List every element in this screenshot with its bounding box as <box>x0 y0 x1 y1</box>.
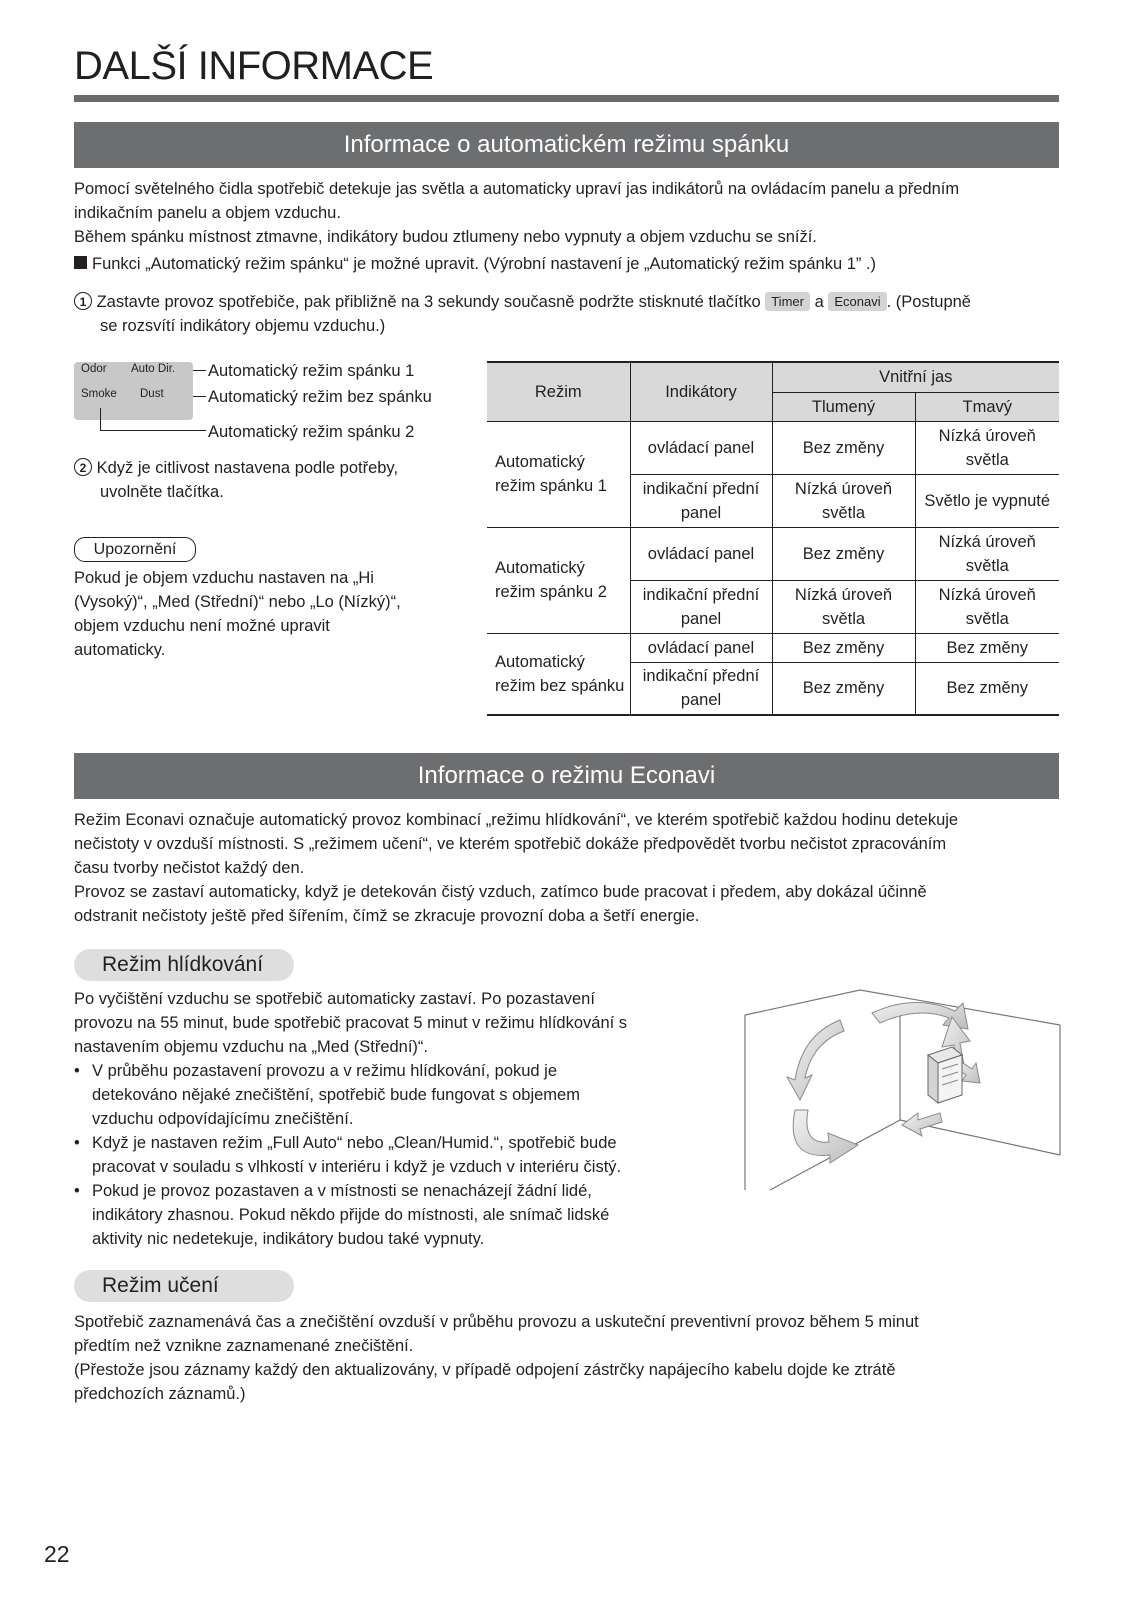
section-heading-econavi-text: Informace o režimu Econavi <box>417 762 716 789</box>
square-bullet-icon <box>74 256 87 269</box>
step-1-text-end: . (Postupně <box>886 293 971 311</box>
bullet-dot: • <box>74 1062 80 1080</box>
page-title: DALŠÍ INFORMACE <box>74 44 434 88</box>
leader-line <box>100 408 101 431</box>
dark-cell: Bez změny <box>915 662 1059 715</box>
dark-cell: Světlo je vypnuté <box>915 474 1059 527</box>
mode-cell: Automatický režim spánku 2 <box>487 527 630 633</box>
room-airflow-illustration <box>740 985 1070 1195</box>
leader-line <box>193 370 206 371</box>
patrol-bullets <box>74 1059 714 1251</box>
learning-line: Spotřebič zaznamenává čas a znečištění ovzduší v průběhu provozu a uskuteční preventivní provoz během 5 minut <box>74 1313 919 1331</box>
indicator-cell: indikační přední panel <box>630 580 772 633</box>
section-heading-econavi <box>74 753 1059 799</box>
indicator-panel-illustration <box>74 362 193 420</box>
dark-cell: Nízká úroveň světla <box>915 527 1059 580</box>
sleep-intro-line: Během spánku místnost ztmavne, indikátory budou ztlumeny nebo vypnuty a objem vzduchu se sníží. <box>74 228 817 246</box>
econavi-intro-line: nečistoty v ovzduší místnosti. S „režimem učení“, ve kterém spotřebič dokáže předpovědět tvorbu nečistot zpracováním <box>74 835 947 853</box>
patrol-line: Po vyčištění vzduchu se spotřebič automaticky zastaví. Po pozastavení <box>74 990 595 1008</box>
panel-label-sleep-2: Automatický režim spánku 2 <box>208 423 415 441</box>
indicator-cell: ovládací panel <box>630 633 772 662</box>
adjust-note-text: Funkci „Automatický režim spánku“ je možné upravit. (Výrobní nastavení je „Automatický režim spánku 1” .) <box>92 255 877 273</box>
section-heading-sleep <box>74 122 1059 168</box>
step-number-2: 2 <box>74 458 92 476</box>
step-2-line: uvolněte tlačítka. <box>100 483 224 501</box>
learning-line: (Přestože jsou záznamy každý den aktualizovány, v případě odpojení zástrčky napájecího kabelu dojde ke ztrátě <box>74 1361 896 1379</box>
bullet-item <box>74 1131 714 1179</box>
econavi-button-label: Econavi <box>828 292 886 311</box>
bullet-line: aktivity nic nedetekuje, indikátory budou také vypnuty. <box>92 1230 485 1248</box>
header-indicators: Indikátory <box>630 362 772 421</box>
mode-cell: Automatický režim bez spánku <box>487 633 630 715</box>
dim-cell: Nízká úroveň světla <box>772 474 915 527</box>
dim-cell: Bez změny <box>772 662 915 715</box>
indicator-smoke: Smoke <box>81 388 117 400</box>
and-word: a <box>814 293 824 311</box>
sleep-intro-line: Pomocí světelného čidla spotřebič detekuje jas světla a automaticky upraví jas indikátorů na ovládacím panelu a předním <box>74 180 960 198</box>
econavi-intro-line: Režim Econavi označuje automatický provoz kombinací „režimu hlídkování“, ve kterém spotřebič každou hodinu detekuje <box>74 811 959 829</box>
indicator-odor: Odor <box>81 363 107 375</box>
air-purifier-icon <box>928 1047 962 1103</box>
caution-line: automaticky. <box>74 641 166 659</box>
step-2 <box>74 456 398 504</box>
dim-cell: Bez změny <box>772 421 915 474</box>
airflow-arrow-inflow-left <box>902 1113 942 1136</box>
step-2-line: Když je citlivost nastavena podle potřeby, <box>96 459 399 477</box>
dim-cell: Nízká úroveň světla <box>772 580 915 633</box>
econavi-intro-line: odstranit nečistoty ještě před šířením, čímž se zkracuje provozní doba a šetří energie. <box>74 907 700 925</box>
caution-label: Upozornění <box>74 537 196 562</box>
dark-cell: Nízká úroveň světla <box>915 580 1059 633</box>
patrol-mode-heading: Režim hlídkování <box>74 949 294 981</box>
indicator-cell: ovládací panel <box>630 527 772 580</box>
step-1-text: Zastavte provoz spotřebiče, pak přibližně na 3 sekundy současně podržte stisknuté tlačítko <box>96 293 761 311</box>
header-mode: Režim <box>487 362 630 421</box>
dim-cell: Bez změny <box>772 527 915 580</box>
header-brightness: Vnitřní jas <box>772 362 1059 392</box>
bullet-line: V průběhu pozastavení provozu a v režimu hlídkování, pokud je <box>92 1062 558 1080</box>
indicator-cell: indikační přední panel <box>630 474 772 527</box>
airflow-arrow-left <box>787 1020 844 1100</box>
step-1 <box>74 290 971 338</box>
adjust-note <box>74 252 876 276</box>
section-heading-sleep-text: Informace o automatickém režimu spánku <box>343 131 790 158</box>
econavi-intro <box>74 808 958 928</box>
bullet-line: Když je nastaven režim „Full Auto“ nebo „Clean/Humid.“, spotřebič bude <box>92 1134 617 1152</box>
dark-cell: Bez změny <box>915 633 1059 662</box>
econavi-intro-line: času tvorby nečistot každý den. <box>74 859 305 877</box>
step-1-line2: se rozsvítí indikátory objemu vzduchu.) <box>100 317 386 335</box>
indicator-dust: Dust <box>140 388 164 400</box>
learning-mode-heading: Režim učení <box>74 1270 294 1302</box>
bullet-line: vzduchu odpovídajícímu znečištění. <box>92 1110 354 1128</box>
header-dim: Tlumený <box>772 392 915 421</box>
bullet-line: Pokud je provoz pozastaven a v místnosti se nenacházejí žádní lidé, <box>92 1182 592 1200</box>
caution-line: Pokud je objem vzduchu nastaven na „Hi <box>74 569 374 587</box>
learning-line: předchozích záznamů.) <box>74 1385 246 1403</box>
sleep-intro-line: indikačním panelu a objem vzduchu. <box>74 204 341 222</box>
bullet-dot: • <box>74 1134 80 1152</box>
page-number: 22 <box>44 1541 70 1567</box>
caution-line: (Vysoký)“, „Med (Střední)“ nebo „Lo (Nízký)“, <box>74 593 401 611</box>
dim-cell: Bez změny <box>772 633 915 662</box>
patrol-line: provozu na 55 minut, bude spotřebič pracovat 5 minut v režimu hlídkování s <box>74 1014 628 1032</box>
caution-text <box>74 566 401 662</box>
timer-button-label: Timer <box>765 292 810 311</box>
sleep-intro <box>74 177 959 249</box>
panel-label-no-sleep: Automatický režim bez spánku <box>208 388 432 406</box>
bullet-line: indikátory zhasnou. Pokud někdo přijde do místnosti, ale snímač lidské <box>92 1206 610 1224</box>
indicator-cell: indikační přední panel <box>630 662 772 715</box>
airflow-arrow-bottom <box>793 1110 858 1163</box>
dark-cell: Nízká úroveň světla <box>915 421 1059 474</box>
room-walls <box>745 990 1060 1190</box>
learning-text <box>74 1310 919 1406</box>
patrol-text <box>74 987 627 1059</box>
leader-line <box>100 430 206 431</box>
mode-cell: Automatický režim spánku 1 <box>487 421 630 527</box>
patrol-line: nastavením objemu vzduchu na „Med (Střední)“. <box>74 1038 429 1056</box>
step-number-1: 1 <box>74 292 92 310</box>
sleep-mode-table <box>487 361 1059 716</box>
bullet-line: pracovat v souladu s vlhkostí v interiéru i když je vzduch v interiéru čistý. <box>92 1158 622 1176</box>
bullet-item <box>74 1179 714 1251</box>
panel-label-sleep-1: Automatický režim spánku 1 <box>208 362 415 380</box>
econavi-intro-line: Provoz se zastaví automaticky, když je detekován čistý vzduch, zatímco bude pracovat i předem, aby dokázal účinně <box>74 883 927 901</box>
learning-line: předtím než vznikne zaznamenané znečištění. <box>74 1337 414 1355</box>
bullet-line: detekováno nějaké znečištění, spotřebič bude fungovat s objemem <box>92 1086 580 1104</box>
title-rule <box>74 95 1059 102</box>
bullet-dot: • <box>74 1182 80 1200</box>
leader-line <box>193 396 206 397</box>
indicator-cell: ovládací panel <box>630 421 772 474</box>
bullet-item <box>74 1059 714 1131</box>
indicator-auto-dir: Auto Dir. <box>131 363 176 375</box>
caution-line: objem vzduchu není možné upravit <box>74 617 330 635</box>
header-dark: Tmavý <box>915 392 1059 421</box>
